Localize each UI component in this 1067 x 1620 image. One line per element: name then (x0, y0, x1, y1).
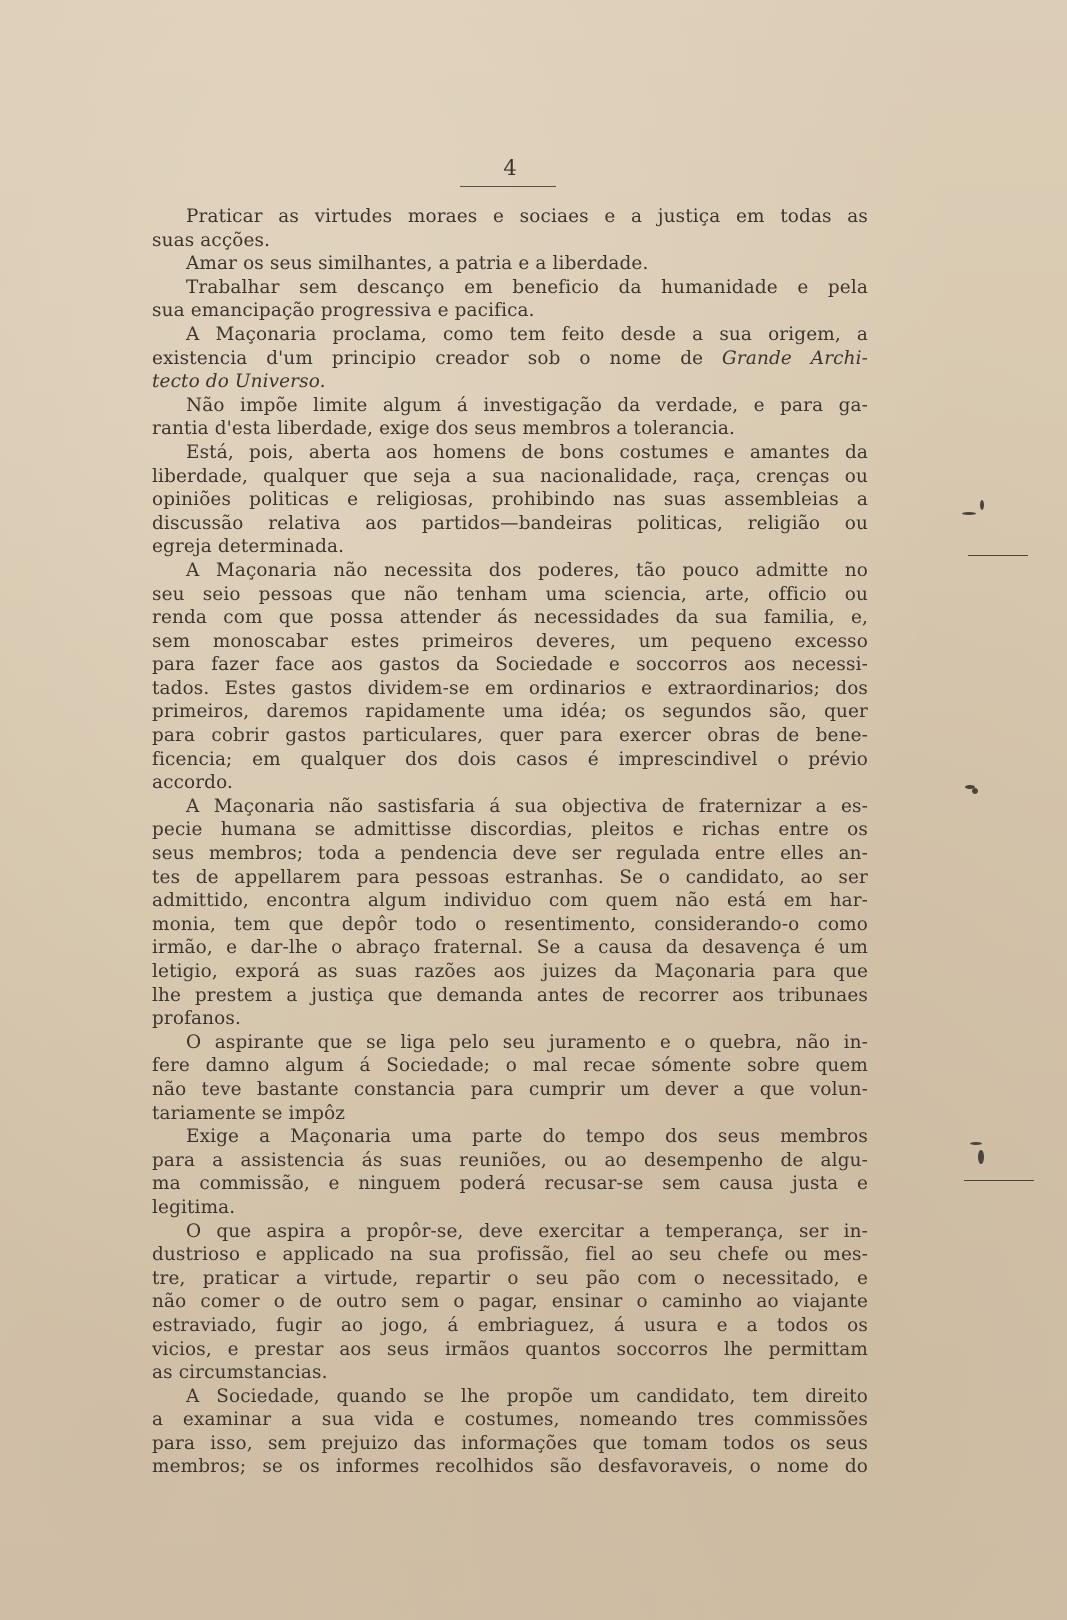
text-line: A Sociedade, quando se lhe propõe um candidato, tem direito (186, 1385, 868, 1407)
text-line: sem monoscabar estes primeiros deveres, um pequeno excesso (152, 630, 868, 652)
text-line: liberdade, qualquer que seja a sua nacionalidade, raça, crenças ou (152, 465, 868, 487)
text-line: ma commissão, e ninguem poderá recusar-se sem causa justa e (152, 1173, 868, 1195)
text-line: opiniões politicas e religiosas, prohibindo nas suas assembleias a (152, 489, 868, 511)
header-rule (460, 186, 556, 187)
text-line (152, 370, 868, 394)
text-line: tados. Estes gastos dividem-se em ordinarios e extraordinarios; dos (152, 677, 868, 699)
text-line: rantia d'esta liberdade, exige dos seus membros a tolerancia. (152, 418, 736, 440)
text-line: lhe prestem a justiça que demanda antes de recorrer aos tribunaes (152, 984, 868, 1006)
text-line: pecie humana se admittisse discordias, pleitos e richas entre os (152, 819, 868, 841)
text-line: não comer o de outro sem o pagar, ensinar o caminho ao viajante (152, 1291, 868, 1313)
text-line: para cobrir gastos particulares, quer para exercer obras de bene- (152, 725, 868, 747)
text-line: membros; se os informes recolhidos são desfavoraveis, o nome do (152, 1456, 868, 1478)
text-line: irmão, e dar-lhe o abraço fraternal. Se a causa da desavença é um (152, 937, 868, 959)
text-line: discussão relativa aos partidos—bandeiras politicas, religião ou (152, 512, 868, 534)
text-line: as circumstancias. (152, 1362, 328, 1384)
text-line: primeiros, daremos rapidamente uma idéa; os segundos são, quer (152, 701, 868, 723)
text-line: Está, pois, aberta aos homens de bons costumes e amantes da (186, 441, 868, 463)
text-line (152, 347, 868, 371)
text-line: a examinar a sua vida e costumes, nomeando tres commissões (152, 1409, 868, 1431)
text-line: egreja determinada. (152, 536, 345, 558)
text-line: accordo. (152, 772, 233, 794)
text-line: para a assistencia ás suas reuniões, ou ao desempenho de algu- (152, 1149, 868, 1171)
page-number: 4 (503, 156, 517, 180)
text-fragment: existencia d'um principio creador sob o nome de (152, 347, 723, 369)
body-text (152, 205, 868, 1479)
text-line: profanos. (152, 1008, 241, 1030)
text-line: monia, tem que depôr todo o resentimento, considerando-o como (152, 913, 868, 935)
text-line: O aspirante que se liga pelo seu juramento e o quebra, não in- (186, 1031, 868, 1053)
margin-ink-marks (960, 500, 1067, 1200)
text-line: para isso, sem prejuizo das informações que tomam todos os seus (152, 1432, 868, 1454)
text-line: ficencia; em qualquer dos dois casos é imprescindivel o prévio (152, 748, 868, 770)
text-line: Exige a Maçonaria uma parte do tempo dos seus membros (186, 1126, 868, 1148)
text-line: legitima. (152, 1196, 236, 1218)
text-line: admittido, encontra algum individuo com quem não está em har- (152, 890, 868, 912)
text-line: A Maçonaria não sastisfaria á sua objectiva de fraternizar a es- (186, 795, 868, 817)
text-line: sua emancipação progressiva e pacifica. (152, 300, 535, 322)
italic-fragment: Grande Archi- (722, 347, 868, 369)
text-line: renda com que possa attender ás necessidades da sua familia, e, (152, 607, 868, 629)
text-line: fere damno algum á Sociedade; o mal recae sómente sobre quem (152, 1055, 868, 1077)
text-line: Amar os seus similhantes, a patria e a liberdade. (186, 253, 649, 275)
text-line: tariamente se impôz (152, 1102, 346, 1124)
text-line: A Maçonaria não necessita dos poderes, tão pouco admitte no (186, 559, 868, 581)
text-line: vicios, e prestar aos seus irmãos quantos soccorros lhe permittam (152, 1338, 868, 1360)
text-line: Trabalhar sem descanço em beneficio da humanidade e pela (186, 276, 868, 298)
text-line: Praticar as virtudes moraes e sociaes e a justiça em todas as (186, 206, 868, 227)
text-line: O que aspira a propôr-se, deve exercitar a temperança, ser in- (186, 1220, 868, 1242)
text-line: letigio, exporá as suas razões aos juizes da Maçonaria para que (152, 961, 868, 982)
text-line: estraviado, fugir ao jogo, á embriaguez, á usura e a todos os (152, 1314, 868, 1336)
text-line: suas acções. (152, 229, 271, 251)
text-line: tre, praticar a virtude, repartir o seu pão com o necessitado, e (152, 1267, 868, 1289)
text-line: para fazer face aos gastos da Sociedade e soccorros aos necessi- (152, 654, 868, 676)
text-line: tes de appellarem para pessoas estranhas. Se o candidato, ao ser (152, 866, 868, 888)
text-line: Não impõe limite algum á investigação da verdade, e para ga- (186, 394, 868, 416)
italic-fragment: tecto do Universo. (152, 371, 326, 393)
text-line: dustrioso e applicado na sua profissão, fiel ao seu chefe ou mes- (152, 1244, 868, 1266)
text-line: seus membros; toda a pendencia deve ser regulada entre elles an- (152, 843, 868, 865)
text-line: A Maçonaria proclama, como tem feito desde a sua origem, a (186, 323, 868, 345)
text-line: seu seio pessoas que não tenham uma sciencia, arte, officio ou (152, 583, 868, 605)
text-line: não teve bastante constancia para cumprir um dever a que volun- (152, 1078, 868, 1100)
